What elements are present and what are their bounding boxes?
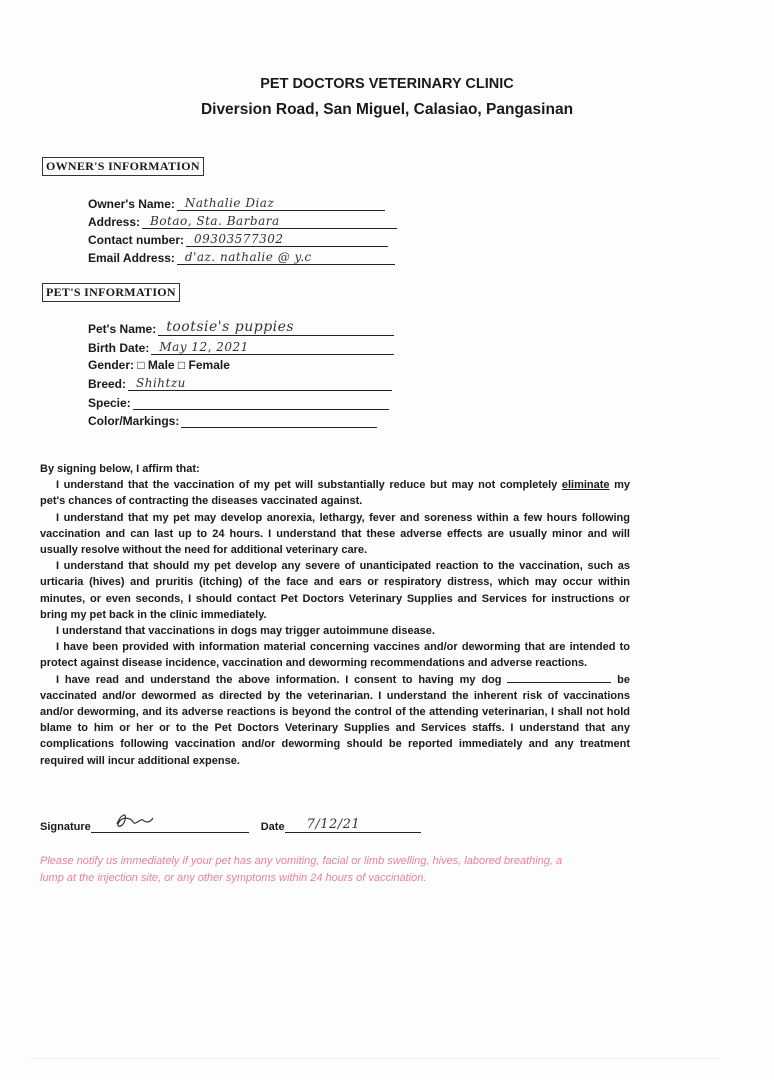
date-label: Date xyxy=(260,821,285,833)
clinic-address: Diversion Road, San Miguel, Calasiao, Pangasinan xyxy=(200,101,574,118)
owner-address-label: Address: xyxy=(88,215,141,229)
affirmation-text xyxy=(40,461,630,769)
birth-date-label: Birth Date: xyxy=(88,341,150,355)
owner-name-line xyxy=(177,196,385,211)
contact-number-value[interactable]: 09303577302 xyxy=(194,232,284,246)
birth-date-line xyxy=(151,340,394,355)
breed-line xyxy=(128,376,392,391)
birth-date-field xyxy=(88,340,394,355)
date-line[interactable] xyxy=(285,818,421,833)
breed-value[interactable]: Shihtzu xyxy=(136,376,186,390)
email-field xyxy=(88,250,395,265)
date-value[interactable]: 7/12/21 xyxy=(306,817,361,832)
owner-section-title: OWNER'S INFORMATION xyxy=(42,157,204,176)
specie-line[interactable] xyxy=(133,395,389,410)
dog-name-blank[interactable] xyxy=(507,672,611,683)
signature-line[interactable] xyxy=(91,818,249,833)
pet-section-title: PET'S INFORMATION xyxy=(42,283,180,302)
contact-number-line xyxy=(186,232,388,247)
color-markings-field xyxy=(88,413,377,428)
affirmation-intro: By signing below, I affirm that: xyxy=(40,463,200,475)
owner-name-label: Owner's Name: xyxy=(88,197,175,211)
affirmation-p6-rest: be vaccinated and/or dewormed as directed by the veterinarian. I understand the inherent risk of vaccinations and/or deworming, and its adverse reactions is beyond the control of the attending veterinarian, I shall not hold blame to him or her or to the Pet Doctors Veterinary Supplies and Services staffs. I understand that any complications following vaccination and/or deworming should be reported immediately and any treatment required will incur additional expense. xyxy=(40,673,630,767)
pet-name-field xyxy=(88,321,394,336)
color-markings-label: Color/Markings: xyxy=(88,414,180,428)
symptom-notice: Please notify us immediately if your pet has any vomiting, facial or limb swelling, hives, labored breathing, a lump at the injection site, or any other symptoms within 24 hours of vaccination. xyxy=(40,855,563,884)
birth-date-value[interactable]: May 12, 2021 xyxy=(159,340,249,354)
affirmation-p2: I understand that my pet may develop anorexia, lethargy, fever and soreness within a few hours following vaccination and can last up to 24 hours. I understand that these adverse effects are usually minor and will usually resolve without the need for additional veterinary care. xyxy=(40,511,630,557)
contact-number-field xyxy=(88,232,388,247)
clinic-name: PET DOCTORS VETERINARY CLINIC xyxy=(260,76,514,92)
email-line xyxy=(177,250,395,265)
page-bottom-rule xyxy=(30,1058,720,1059)
signature-scribble xyxy=(113,810,173,832)
affirmation-p5: I have been provided with information material concerning vaccines and/or deworming that are intended to protect against disease incidence, vaccination and deworming recommendations and adverse reactions. xyxy=(40,641,630,670)
owner-name-value[interactable]: Nathalie Diaz xyxy=(184,196,275,210)
pet-name-line xyxy=(158,321,394,336)
affirmation-p4: I understand that vaccinations in dogs may trigger autoimmune disease. xyxy=(56,625,435,638)
affirmation-p6-text: I have read and understand the above information. I consent to having my dog xyxy=(56,673,502,686)
email-label: Email Address: xyxy=(88,251,175,265)
affirmation-p6 xyxy=(40,672,630,769)
specie-field xyxy=(88,395,389,410)
breed-label: Breed: xyxy=(88,377,127,391)
breed-field xyxy=(88,376,392,391)
owner-address-value[interactable]: Botao, Sta. Barbara xyxy=(150,214,280,228)
owner-address-field xyxy=(88,214,397,229)
affirmation-p1-underlined: eliminate xyxy=(561,479,610,492)
color-markings-line[interactable] xyxy=(181,413,377,428)
specie-label: Specie: xyxy=(88,396,131,410)
affirmation-p1-rest: my pet's chances of contracting the diseases vaccinated against. xyxy=(40,479,630,508)
pet-name-label: Pet's Name: xyxy=(88,322,157,336)
gender-options[interactable]: Gender: □ Male □ Female xyxy=(88,358,230,372)
owner-address-line xyxy=(142,214,397,229)
contact-number-label: Contact number: xyxy=(88,233,184,247)
owner-name-field xyxy=(88,196,385,211)
affirmation-p1-text: I understand that the vaccination of my pet will substantially reduce but may not completely xyxy=(56,479,558,492)
signature-label: Signature xyxy=(40,821,91,833)
pet-name-value[interactable]: tootsie's puppies xyxy=(166,319,295,335)
affirmation-p1 xyxy=(40,477,630,509)
signature-row xyxy=(40,818,421,833)
email-value[interactable]: d'az. nathalie @ y.c xyxy=(184,250,312,264)
affirmation-p3: I understand that should my pet develop any severe of unanticipated reaction to the vaccination, such as urticaria (hives) and pruritis (itching) of the face and ears or respiratory distress, which may occur within minutes, or even seconds, I should contact Pet Doctors Veterinary Supplies and Services for instructions or bring my pet back in the clinic immediately. xyxy=(40,560,630,621)
